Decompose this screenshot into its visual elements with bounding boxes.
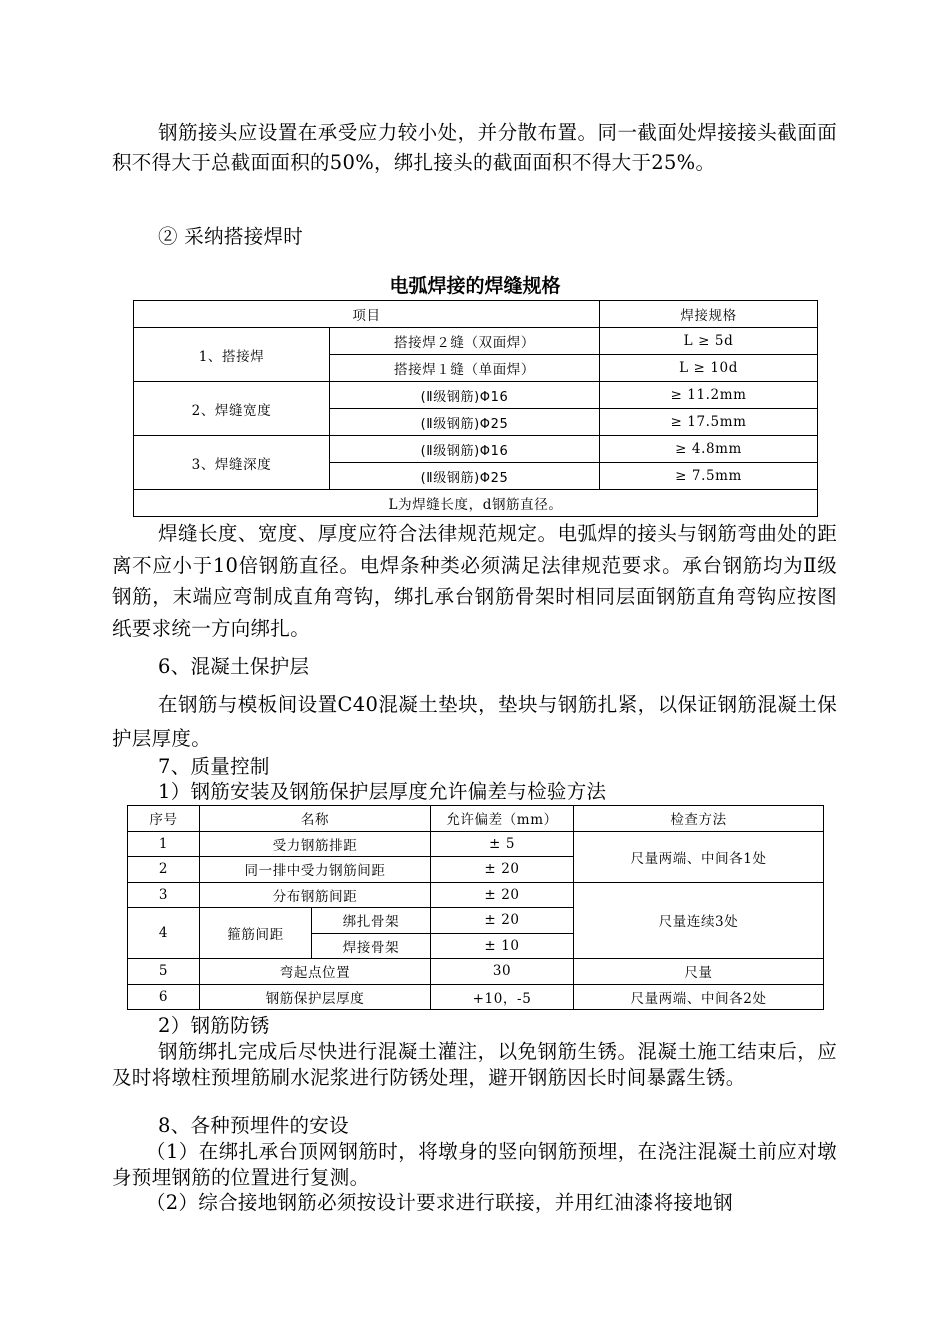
row-tolerance: 30 [431,959,574,985]
table-footnote-row [134,490,818,517]
row-name: 钢筋保护层厚度 [200,984,431,1010]
row-subname: 焊接骨架 [312,933,431,959]
row-no: 6 [128,984,200,1010]
row-name: 受力钢筋排距 [200,831,431,857]
table-row [128,959,824,985]
header-spec: 焊接规格 [600,301,818,328]
row-no: 5 [128,959,200,985]
row-name: 同一排中受力钢筋间距 [200,857,431,883]
row-method: 尺量连续3处 [574,882,824,959]
list-item-1: （1）在绑扎承台顶网钢筋时，将墩身的竖向钢筋预埋，在浇注混凝土前应对墩身预埋钢筋的位置进行复测。 [112,1140,837,1189]
table-row [128,984,824,1010]
row-tolerance: ± 10 [431,933,574,959]
row-name: 弯起点位置 [200,959,431,985]
row-tolerance: ± 5 [431,831,574,857]
table-row [128,831,824,857]
group-label: 1、搭接焊 [134,328,330,382]
section7-title: 7、质量控制 [158,755,270,778]
group-label: 2、焊缝宽度 [134,382,330,436]
row-name: 搭接焊２缝（双面焊） [330,328,600,355]
row-tolerance: ± 20 [431,882,574,908]
row-name: (Ⅱ级钢筋)Φ16 [330,382,600,409]
row-name: 分布钢筋间距 [200,882,431,908]
row-spec: ≥ 11.2mm [600,382,818,409]
row-no: 2 [128,857,200,883]
header-name: 名称 [200,806,431,832]
row-method: 尺量两端、中间各2处 [574,984,824,1010]
weld-table-caption: 电弧焊接的焊缝规格 [389,275,561,297]
row-no: 1 [128,831,200,857]
row-spec: L ≥ 10d [600,355,818,382]
table-row [134,382,818,409]
section8-title: 8、各种预埋件的安设 [158,1114,349,1137]
list-item-2: （2）综合接地钢筋必须按设计要求进行联接，并用红油漆将接地钢 [146,1191,733,1214]
subsection1-title: 1）钢筋安装及钢筋保护层厚度允许偏差与检验方法 [158,780,607,803]
table-footnote: L为焊缝长度，d钢筋直径。 [134,490,818,517]
weld-spec-table [133,300,818,517]
subsection2-title: 2）钢筋防锈 [158,1014,270,1037]
header-tolerance: 允许偏差（mm） [431,806,574,832]
paragraph-section6: 在钢筋与模板间设置C40混凝土垫块，垫块与钢筋扎紧，以保证钢筋混凝土保护层厚度。 [112,693,837,750]
row-method: 尺量 [574,959,824,985]
row-method: 尺量两端、中间各1处 [574,831,824,882]
row-name: (Ⅱ级钢筋)Φ25 [330,463,600,490]
rebar-tolerance-table [127,805,824,1010]
row-no: 3 [128,882,200,908]
row-tolerance: ± 20 [431,908,574,934]
section6-title: 6、混凝土保护层 [158,655,310,678]
row-subname: 绑扎骨架 [312,908,431,934]
table-row [128,882,824,908]
paragraph-weld-note: 焊缝长度、宽度、厚度应符合法律规范规定。电弧焊的接头与钢筋弯曲处的距离不应小于10倍钢筋直径。电焊条种类必须满足法律规范要求。承台钢筋均为Ⅱ级钢筋，末端应弯制成直角弯钩，绑扎承台钢筋骨架时相同层面钢筋直角弯钩应按图纸要求统一方向绑扎。 [112,522,837,640]
table-header-row [134,301,818,328]
row-name: 箍筋间距 [200,908,312,959]
table-row [134,436,818,463]
row-no: 4 [128,908,200,959]
table-header-row [128,806,824,832]
row-name: (Ⅱ级钢筋)Φ16 [330,436,600,463]
paragraph-joint-placement: 钢筋接头应设置在承受应力较小处，并分散布置。同一截面处焊接接头截面面积不得大于总截面面积的50%，绑扎接头的截面面积不得大于25%。 [112,121,837,174]
row-tolerance: ± 20 [431,857,574,883]
row-tolerance: +10，-5 [431,984,574,1010]
header-item: 项目 [134,301,600,328]
table-row [134,328,818,355]
header-method: 检查方法 [574,806,824,832]
row-spec: ≥ 4.8mm [600,436,818,463]
row-spec: ≥ 7.5mm [600,463,818,490]
header-no: 序号 [128,806,200,832]
row-spec: L ≥ 5d [600,328,818,355]
row-name: 搭接焊１缝（单面焊） [330,355,600,382]
row-spec: ≥ 17.5mm [600,409,818,436]
lap-weld-heading: ② 采纳搭接焊时 [158,225,304,248]
row-name: (Ⅱ级钢筋)Φ25 [330,409,600,436]
group-label: 3、焊缝深度 [134,436,330,490]
paragraph-rust-prevention: 钢筋绑扎完成后尽快进行混凝土灌注，以免钢筋生锈。混凝土施工结束后，应及时将墩柱预埋筋刷水泥浆进行防锈处理，避开钢筋因长时间暴露生锈。 [112,1040,837,1089]
